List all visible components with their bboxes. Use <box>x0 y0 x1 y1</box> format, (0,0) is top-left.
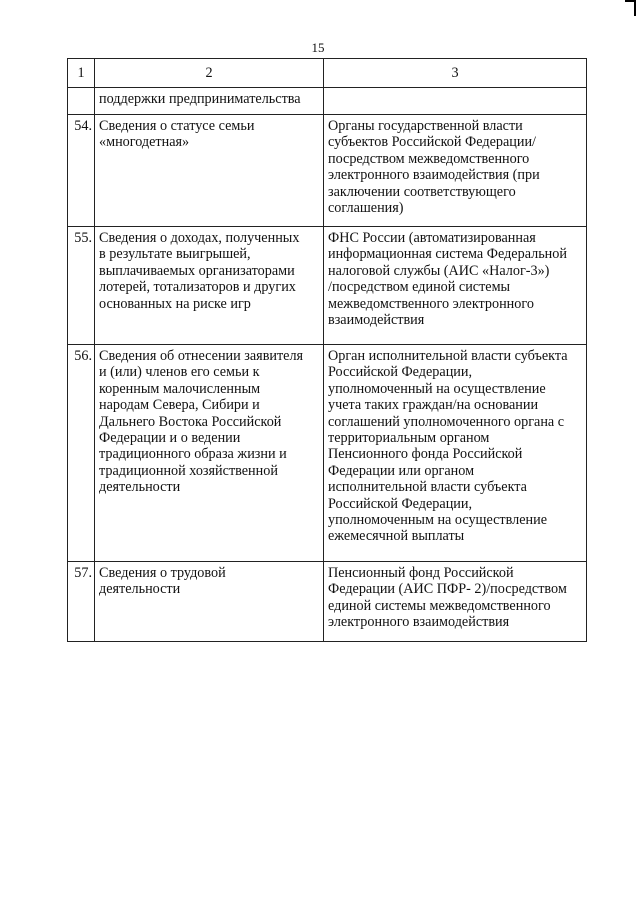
row-info-source: Орган исполнительной власти субъекта Российской Федерации, уполномоченный на осуществление учета таких граждан/на основании соглашений уполномоченного органа с территориальным органом Пенсионного фонда Российской Федерации или органом исполнительной власти субъекта Российской Федерации, уполномоченным на осуществление ежемесячной выплаты <box>324 345 587 562</box>
row-info-source: ФНС России (автоматизированная информационная система Федеральной налоговой службы (АИС «Налог-3») /посредством единой системы межведомственного электронного взаимодействия <box>324 227 587 345</box>
row-number: 57. <box>68 562 95 642</box>
row-number: 56. <box>68 345 95 562</box>
row-info-description: поддержки предпринимательства <box>95 88 324 115</box>
table-row <box>68 88 587 115</box>
scan-corner-mark <box>625 0 636 16</box>
row-info-description: Сведения о трудовой деятельности <box>95 562 324 642</box>
row-info-source: Пенсионный фонд Российской Федерации (АИС ПФР- 2)/посредством единой системы межведомственного электронного взаимодействия <box>324 562 587 642</box>
row-info-source: Органы государственной власти субъектов Российской Федерации/ посредством межведомственного электронного взаимодействия (при заключении соответствующего соглашения) <box>324 115 587 227</box>
table-row <box>68 115 587 227</box>
header-col-1: 1 <box>68 59 95 88</box>
row-info-description: Сведения об отнесении заявителя и (или) членов его семьи к коренным малочисленным народам Севера, Сибири и Дальнего Востока Российской Федерации и о ведении традиционного образа жизни и традиционной хозяйственной деятельности <box>95 345 324 562</box>
row-info-description: Сведения о статусе семьи «многодетная» <box>95 115 324 227</box>
table-row <box>68 562 587 642</box>
row-number: 54. <box>68 115 95 227</box>
row-number: 55. <box>68 227 95 345</box>
row-number <box>68 88 95 115</box>
table-row <box>68 345 587 562</box>
table-row <box>68 227 587 345</box>
row-info-source <box>324 88 587 115</box>
document-table <box>67 58 587 642</box>
row-info-description: Сведения о доходах, полученных в результате выигрышей, выплачиваемых организаторами лотерей, тотализаторов и других основанных на риске игр <box>95 227 324 345</box>
header-col-3: 3 <box>324 59 587 88</box>
page-number: 15 <box>311 40 325 55</box>
table-header-row <box>68 59 587 88</box>
header-col-2: 2 <box>95 59 324 88</box>
